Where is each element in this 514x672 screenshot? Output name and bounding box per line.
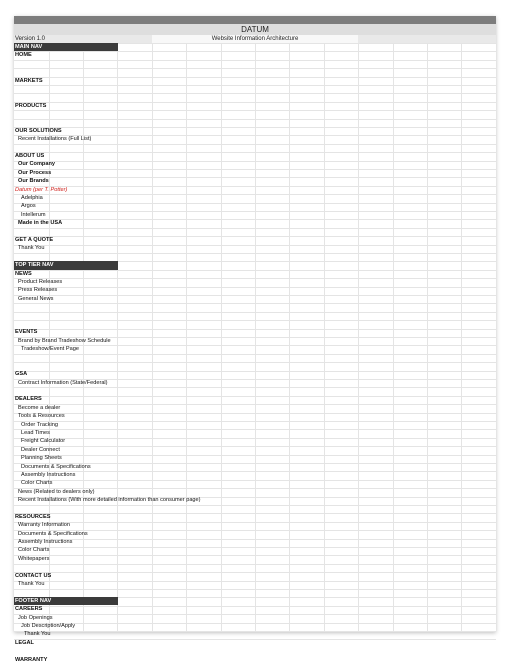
sitemap-row[interactable] [14, 152, 496, 160]
sitemap-row[interactable] [14, 563, 496, 571]
row-label: Warranty Information [18, 522, 71, 529]
row-label: Thank You [18, 245, 45, 252]
sitemap-row[interactable] [14, 437, 496, 445]
row-label: Order Tracking [21, 421, 58, 428]
sitemap-row[interactable] [14, 362, 496, 370]
row-label: Job Description/Apply [21, 622, 76, 629]
row-label: EVENTS [15, 329, 38, 336]
row-label: LEGAL [15, 639, 34, 646]
row-label: CAREERS [15, 606, 43, 613]
sitemap-row[interactable] [14, 488, 496, 496]
row-label: Press Releases [18, 287, 58, 294]
row-label: Our Process [18, 169, 52, 176]
row-label: Assembly Instructions [18, 539, 73, 546]
sitemap-rows [14, 43, 496, 672]
row-label: WARRANTY [15, 656, 48, 663]
sitemap-row[interactable] [14, 211, 496, 219]
sitemap-row[interactable] [14, 639, 496, 647]
sitemap-row[interactable] [14, 580, 496, 588]
sitemap-row[interactable] [14, 110, 496, 118]
sitemap-row[interactable] [14, 303, 496, 311]
row-label: General News [18, 295, 54, 302]
row-label: Job Openings [18, 614, 53, 621]
sitemap-row[interactable] [14, 169, 496, 177]
sitemap-row[interactable] [14, 127, 496, 135]
sitemap-row[interactable] [14, 513, 496, 521]
sitemap-row[interactable] [14, 253, 496, 261]
row-label: Documents & Specifications [21, 463, 91, 470]
row-label: GET A QUOTE [15, 236, 54, 243]
sitemap-row[interactable] [14, 286, 496, 294]
sitemap-row[interactable] [14, 186, 496, 194]
row-label: MAIN NAV [14, 43, 118, 51]
sitemap-row[interactable] [14, 228, 496, 236]
sitemap-row[interactable] [14, 387, 496, 395]
sitemap-row[interactable] [14, 622, 496, 630]
sitemap-row[interactable] [14, 236, 496, 244]
row-label: Thank You [18, 581, 45, 587]
row-label: Dealer Connect [21, 446, 60, 453]
sitemap-row[interactable] [14, 412, 496, 420]
sitemap-row[interactable] [14, 295, 496, 303]
page-title: DATUM [241, 25, 269, 34]
sitemap-row[interactable] [14, 177, 496, 185]
row-label: Tradeshow/Event Page [21, 346, 79, 353]
sitemap-row[interactable] [14, 244, 496, 252]
sitemap-row[interactable] [14, 530, 496, 538]
row-label: NEWS [15, 270, 32, 277]
sitemap-row[interactable] [14, 337, 496, 345]
row-label: Adelphia [21, 195, 43, 202]
sitemap-row[interactable] [14, 194, 496, 202]
sitemap-row[interactable] [14, 546, 496, 554]
sitemap-row[interactable] [14, 395, 496, 403]
sitemap-row[interactable] [14, 446, 496, 454]
sitemap-row[interactable] [14, 647, 496, 655]
sitemap-row[interactable] [14, 51, 496, 59]
row-label: Intellerum [21, 211, 46, 218]
sitemap-row[interactable] [14, 68, 496, 76]
sitemap-row[interactable] [14, 404, 496, 412]
row-label: PRODUCTS [15, 102, 47, 109]
sitemap-row[interactable] [14, 538, 496, 546]
row-label: GSA [15, 371, 28, 378]
sitemap-row[interactable] [14, 312, 496, 320]
sitemap-row[interactable] [14, 496, 496, 504]
page-subtitle: Website Information Architecture [211, 36, 299, 42]
sitemap-row[interactable] [14, 572, 496, 580]
top-bar [14, 16, 496, 24]
sitemap-row[interactable] [14, 471, 496, 479]
sitemap-row[interactable] [14, 664, 496, 672]
row-label: Planning Sheets [21, 455, 62, 462]
sitemap-row[interactable] [14, 454, 496, 462]
row-label: Datum (per T. Potter) [15, 186, 68, 193]
sitemap-row[interactable] [14, 370, 496, 378]
row-label: Documents & Specifications [18, 530, 88, 537]
row-label: Recent Installations (With more detailed information than consumer page) [18, 497, 201, 504]
sitemap-row[interactable] [14, 345, 496, 353]
sitemap-row[interactable] [14, 93, 496, 101]
sitemap-row[interactable] [14, 555, 496, 563]
sitemap-row[interactable] [14, 278, 496, 286]
row-label: TOP TIER NAV [14, 261, 118, 269]
row-label: Brand by Brand Tradeshow Schedule [18, 337, 111, 344]
sitemap-row[interactable] [14, 270, 496, 278]
row-label: MARKETS [15, 77, 43, 84]
row-label: Lead Times [21, 429, 50, 436]
sitemap-row[interactable] [14, 605, 496, 613]
row-label: Our Brands [18, 178, 49, 185]
sitemap-row[interactable] [14, 421, 496, 429]
row-label: OUR SOLUTIONS [15, 127, 62, 134]
row-label: Assembly Instructions [21, 471, 76, 478]
sitemap-row[interactable] [14, 320, 496, 328]
row-label: Color Charts [21, 480, 53, 487]
sitemap-row[interactable] [14, 102, 496, 110]
sitemap-row[interactable] [14, 588, 496, 596]
sitemap-row[interactable] [14, 119, 496, 127]
sitemap-row[interactable] [14, 353, 496, 361]
row-label: Contract Information (State/Federal) [18, 379, 108, 386]
sitemap-row[interactable] [14, 521, 496, 529]
spreadsheet-page [14, 16, 496, 663]
section-header[interactable] [14, 261, 496, 269]
row-label: RESOURCES [15, 513, 51, 520]
row-label: Color Charts [18, 547, 50, 554]
sitemap-row[interactable] [14, 160, 496, 168]
row-label: HOME [15, 52, 32, 59]
row-label: Recent Installations (Full List) [18, 136, 92, 143]
sitemap-row[interactable] [14, 504, 496, 512]
sitemap-row[interactable] [14, 479, 496, 487]
row-label: DEALERS [15, 396, 42, 403]
section-header[interactable] [14, 597, 496, 605]
row-label: Product Releases [18, 278, 63, 285]
sitemap-row[interactable] [14, 219, 496, 227]
sitemap-row[interactable] [14, 77, 496, 85]
sitemap-row[interactable] [14, 379, 496, 387]
row-label: FOOTER NAV [14, 597, 118, 605]
sitemap-row[interactable] [14, 60, 496, 68]
sitemap-row[interactable] [14, 85, 496, 93]
sitemap-row[interactable] [14, 614, 496, 622]
row-label: Made in the USA [18, 220, 63, 227]
row-label: Become a dealer [18, 404, 61, 411]
section-header[interactable] [14, 43, 496, 51]
row-label: CONTACT US [15, 572, 52, 579]
row-label: Tools & Resources [18, 413, 65, 420]
sitemap-row[interactable] [14, 144, 496, 152]
sitemap-row[interactable] [14, 630, 496, 638]
row-label: ABOUT US [15, 153, 45, 160]
row-label: News (Related to dealers only) [18, 488, 95, 495]
row-label: Our Company [18, 161, 55, 168]
sitemap-row[interactable] [14, 656, 496, 664]
row-label: Thank You [24, 631, 51, 638]
row-label: Whitepapers [18, 555, 50, 562]
sitemap-row[interactable] [14, 463, 496, 471]
sitemap-row[interactable] [14, 429, 496, 437]
sitemap-row[interactable] [14, 328, 496, 336]
version-label: Version 1.0 [15, 36, 46, 42]
sitemap-row[interactable] [14, 202, 496, 210]
row-label: Freight Calculator [21, 438, 66, 445]
row-label: Argos [21, 203, 36, 210]
sitemap-row[interactable] [14, 135, 496, 143]
